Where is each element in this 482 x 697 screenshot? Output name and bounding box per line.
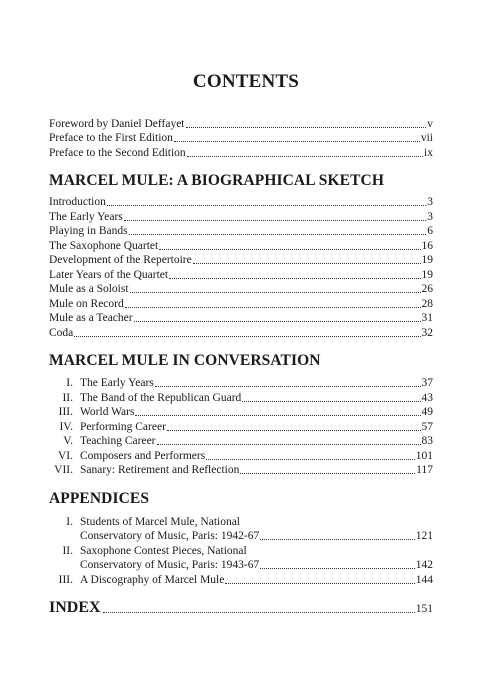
entry-numeral: II. — [62, 545, 73, 557]
entry-label: The Early Years — [49, 211, 123, 223]
dot-leader — [260, 534, 415, 540]
entry-label: Later Years of the Quartet — [49, 269, 169, 281]
entry-label: Foreword by Daniel Deffayet — [49, 118, 185, 130]
entry-page: 19 — [421, 269, 433, 281]
entry-numeral: III. — [58, 406, 73, 418]
dot-leader — [129, 229, 427, 235]
entry-page: 101 — [415, 450, 433, 462]
dot-leader — [135, 410, 420, 416]
entry-numeral: I. — [66, 516, 73, 528]
section-heading: MARCEL MULE: A BIOGRAPHICAL SKETCH — [49, 172, 384, 189]
entry-label: Introduction — [49, 196, 106, 208]
dot-leader — [157, 439, 421, 445]
entry-page: 26 — [421, 283, 433, 295]
toc-entry — [49, 433, 433, 448]
dot-leader — [130, 287, 421, 293]
entry-page: 49 — [421, 406, 433, 418]
toc-entry — [49, 325, 433, 340]
entry-label: The Early Years — [80, 377, 154, 389]
toc-entry — [49, 296, 433, 311]
entry-numeral: II. — [62, 392, 73, 404]
toc-entry — [49, 194, 433, 209]
section-heading: MARCEL MULE IN CONVERSATION — [49, 352, 321, 369]
entry-numeral: III. — [58, 574, 73, 586]
dot-leader — [107, 200, 426, 206]
dot-leader — [103, 607, 415, 613]
entry-page: 3 — [427, 196, 433, 208]
entry-label: Teaching Career — [80, 435, 156, 447]
entry-page: v — [427, 118, 433, 130]
toc-entry — [49, 130, 433, 145]
entry-numeral: IV. — [59, 421, 73, 433]
toc-entry — [80, 557, 433, 572]
page-title: CONTENTS — [192, 71, 300, 92]
index-page: 151 — [415, 603, 433, 615]
toc-entry — [49, 116, 433, 131]
toc-entry — [49, 145, 433, 160]
entry-page: 83 — [421, 435, 433, 447]
entry-page: 31 — [421, 312, 433, 324]
toc-entry-line1 — [49, 543, 433, 558]
toc-entry — [49, 462, 433, 477]
entry-label-line1: Saxophone Contest Pieces, National — [80, 545, 247, 557]
entry-page: 32 — [421, 327, 433, 339]
entry-label: Preface to the First Edition — [49, 132, 173, 144]
dot-leader — [134, 316, 421, 322]
entry-label: The Saxophone Quartet — [49, 240, 159, 252]
entry-label: Sanary: Retirement and Reflection — [80, 464, 240, 476]
entry-label: Conservatory of Music, Paris: 1942-67 — [80, 530, 260, 542]
entry-label: A Discography of Marcel Mule — [80, 574, 225, 586]
dot-leader — [174, 136, 420, 142]
entry-page: 6 — [427, 225, 433, 237]
entry-label: Mule as a Soloist — [49, 283, 129, 295]
toc-entry — [49, 375, 433, 390]
entry-page: 117 — [416, 464, 433, 476]
toc-entry — [49, 404, 433, 419]
index-label: INDEX — [49, 599, 101, 616]
dot-leader — [159, 244, 420, 250]
entry-page: 3 — [427, 211, 433, 223]
entry-label: Playing in Bands — [49, 225, 128, 237]
dot-leader — [187, 151, 423, 157]
dot-leader — [240, 468, 415, 474]
entry-page: 37 — [421, 377, 433, 389]
dot-leader — [155, 381, 421, 387]
entry-page: 144 — [415, 574, 433, 586]
entry-numeral: I. — [66, 377, 73, 389]
dot-leader — [169, 273, 420, 279]
toc-entry — [49, 223, 433, 238]
toc-entry — [49, 572, 433, 587]
toc-entry — [49, 419, 433, 434]
entry-page: 121 — [415, 530, 433, 542]
toc-entry — [49, 390, 433, 405]
toc-entry — [49, 310, 433, 325]
toc-entry — [49, 281, 433, 296]
entry-numeral: VI. — [57, 450, 73, 462]
toc-entry — [49, 252, 433, 267]
toc-entry — [80, 528, 433, 543]
dot-leader — [242, 396, 420, 402]
entry-label: Coda — [49, 327, 74, 339]
entry-label: The Band of the Republican Guard — [80, 392, 242, 404]
entry-page: 19 — [421, 254, 433, 266]
dot-leader — [206, 454, 415, 460]
entry-numeral: V. — [63, 435, 73, 447]
section-heading: APPENDICES — [49, 490, 150, 507]
entry-label: World Wars — [80, 406, 135, 418]
dot-leader — [193, 258, 421, 264]
entry-page: 28 — [421, 298, 433, 310]
entry-label: Performing Career — [80, 421, 166, 433]
dot-leader — [260, 563, 415, 569]
entry-page: ix — [424, 147, 433, 159]
toc-entry — [49, 209, 433, 224]
entry-page: 43 — [421, 392, 433, 404]
entry-label: Mule on Record — [49, 298, 124, 310]
entry-label: Conservatory of Music, Paris: 1943-67 — [80, 559, 260, 571]
entry-label: Mule as a Teacher — [49, 312, 133, 324]
toc-entry — [49, 267, 433, 282]
entry-label-line1: Students of Marcel Mule, National — [80, 516, 241, 528]
entry-page: vii — [420, 132, 433, 144]
entry-page: 57 — [421, 421, 433, 433]
toc-entry — [49, 238, 433, 253]
dot-leader — [186, 122, 427, 128]
dot-leader — [167, 425, 421, 431]
toc-entry — [49, 448, 433, 463]
entry-numeral: VII. — [54, 464, 73, 476]
entry-label: Preface to the Second Edition — [49, 147, 186, 159]
index-entry — [49, 597, 433, 617]
dot-leader — [125, 302, 421, 308]
dot-leader — [225, 578, 414, 584]
dot-leader — [124, 215, 426, 221]
toc-entry-line1 — [49, 514, 433, 529]
entry-page: 142 — [415, 559, 433, 571]
dot-leader — [74, 331, 420, 337]
entry-label: Development of the Repertoire — [49, 254, 192, 266]
entry-page: 16 — [421, 240, 433, 252]
entry-label: Composers and Performers — [80, 450, 206, 462]
